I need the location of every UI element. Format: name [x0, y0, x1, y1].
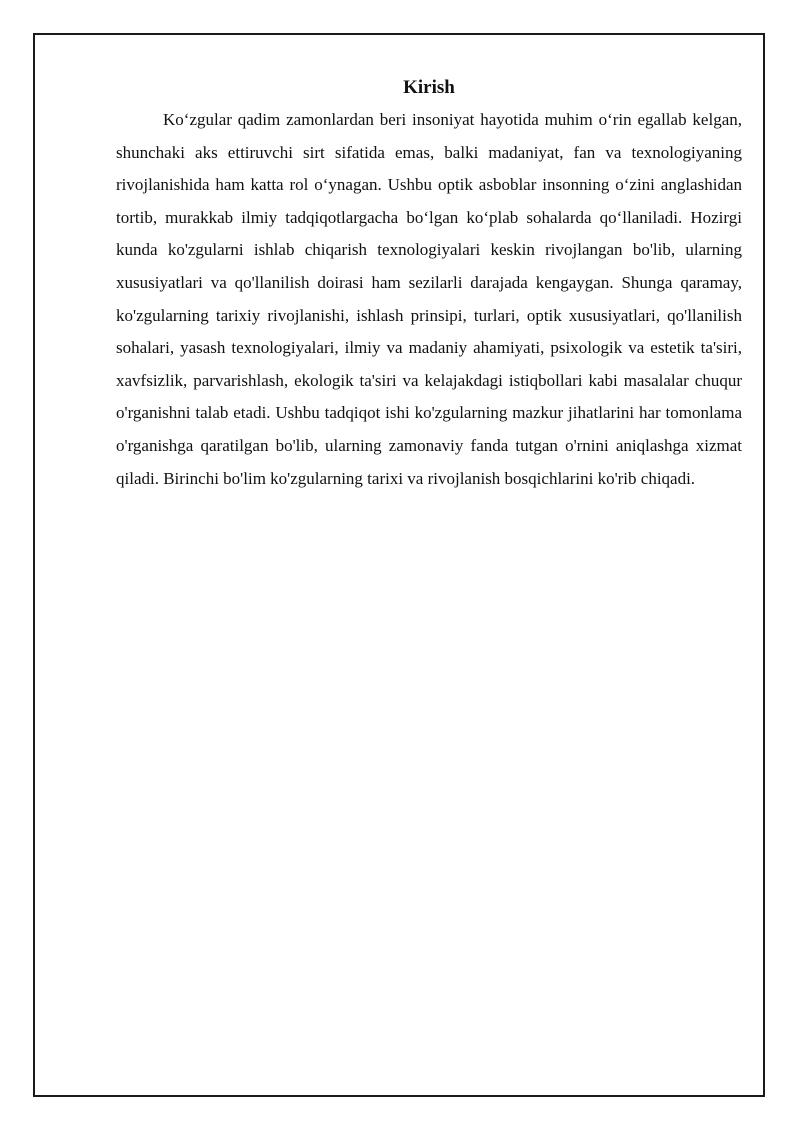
body-paragraph: Ko‘zgular qadim zamonlardan beri insoniyat hayotida muhim o‘rin egallab kelgan, shunchaki aks ettiruvchi sirt sifatida emas, balki madaniyat, fan va texnologiyaning rivojlanishida ham katta rol o‘ynagan. Ushbu optik asboblar insonning o‘zini anglashidan tortib, murakkab ilmiy tadqiqotlargacha bo‘lgan ko‘plab sohalarda qo‘llaniladi. Hozirgi kunda ko'zgularni ishlab chiqarish texnologiyalari keskin rivojlangan bo'lib, ularning xususiyatlari va qo'llanilish doirasi ham sezilarli darajada kengaygan. Shunga qaramay, ko'zgularning tarixiy rivojlanishi, ishlash prinsipi, turlari, optik xususiyatlari, qo'llanilish sohalari, yasash texnologiyalari, ilmiy va madaniy ahamiyati, psixologik va estetik ta'siri, xavfsizlik, parvarishlash, ekologik ta'siri va kelajakdagi istiqbollari kabi masalalar chuqur o'rganishni talab etadi. Ushbu tadqiqot ishi ko'zgularning mazkur jihatlarini har tomonlama o'rganishga qaratilgan bo'lib, ularning zamonaviy fanda tutgan o'rnini aniqlashga xizmat qiladi. Birinchi bo'lim ko'zgularning tarixi va rivojlanish bosqichlarini ko'rib chiqadi. [116, 110, 742, 488]
document-content [116, 76, 742, 495]
page-title: Kirish [403, 77, 455, 98]
